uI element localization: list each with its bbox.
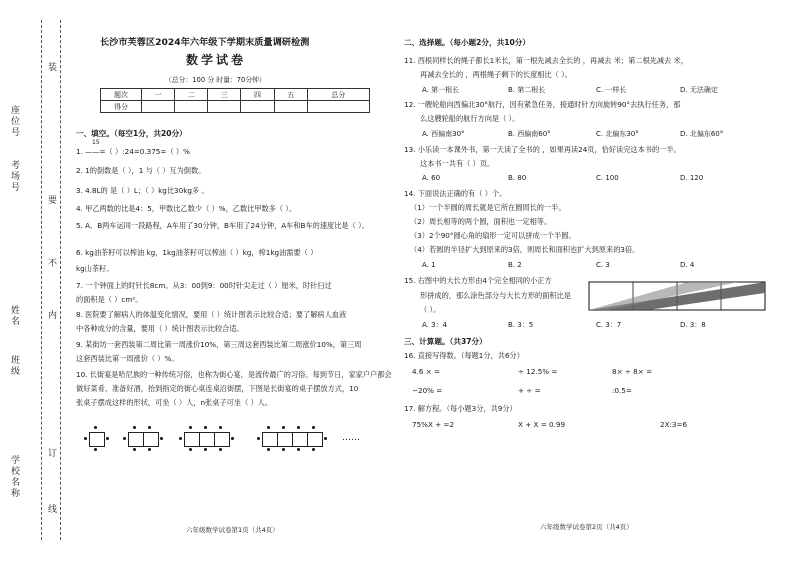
q2: 2. 1的倒数是（ ），1 与（ ）互为倒数。 [76, 166, 206, 175]
table-1 [89, 432, 105, 447]
part3-heading: 三、计算题。（共37分） [404, 337, 487, 346]
score-table [100, 88, 370, 113]
score-header-cell: 四 [241, 89, 274, 101]
q14-option-d[interactable]: D. 4 [680, 261, 695, 269]
score-cell[interactable] [274, 101, 307, 113]
score-header-cell: 二 [175, 89, 208, 101]
fold-line [41, 20, 42, 540]
q7: 7. 一个钟面上的时针长8cm。从3：00到9：00时针尖走过（ ）厘米，时针扫过 [76, 281, 332, 290]
score-cell[interactable] [307, 101, 369, 113]
equation-1: 75%X + =2 [412, 420, 455, 429]
q11-option-c[interactable]: C. 一样长 [596, 86, 627, 94]
part2-heading: 二、选择题。（每小题2分，共10分） [404, 38, 530, 47]
q17: 17. 解方程。（每小题3分，共9分） [404, 404, 517, 413]
q12-option-a[interactable]: A. 西偏南30° [422, 130, 465, 138]
q14-option-c[interactable]: C. 3 [596, 261, 610, 269]
score-header-cell: 一 [142, 89, 175, 101]
score-cell[interactable] [241, 101, 274, 113]
q15-cont: 形拼成的，那么涂色部分与大长方形的面积比是 [420, 291, 571, 300]
table-3a [184, 432, 200, 447]
q13: 13. 小乐读一本课外书，第一天读了全书的 ，如果再读24页，恰好读完这本书的一半。 [404, 145, 681, 154]
score-header-cell: 题次 [101, 89, 142, 101]
q14-statement-2: （2）周长相等的两个圆，面积也一定相等。 [410, 217, 552, 226]
part1-heading: 一、填空。（每空1分，共20分） [76, 129, 187, 138]
table-3c [214, 432, 230, 447]
equation-2: X + X = 0.99 [518, 420, 566, 429]
calc-5: + ÷ = [518, 386, 541, 395]
exam-subtitle: 数学试卷 [186, 53, 247, 67]
exam-title: 长沙市芙蓉区2024年六年级下学期末质量调研检测 [100, 37, 310, 48]
q15-option-a[interactable]: A. 3：4 [422, 321, 448, 329]
q10-cont: 做好菜肴、准备好酒，抬到指定的街心桌连桌沿街摆，下图是长街宴的桌子摆放方式，10 [76, 384, 359, 393]
margin-exam-room-label: 考场号 [9, 160, 19, 193]
figure-ellipsis: …… [342, 433, 360, 443]
q10-cont-2: 张桌子摆成这样的形状，可坐（ ）人，n张桌子可坐（ ）人。 [76, 398, 273, 407]
q12-option-c[interactable]: C. 北偏东30° [596, 130, 639, 138]
q9-cont: 这套西装比第一周涨价（ ）%。 [76, 354, 179, 363]
table-2b [143, 432, 159, 447]
q14: 14. 下面说法正确的有（ ）个。 [404, 189, 507, 198]
q3: 3. 4.8L的 是（ ）L；（ ）kg比30kg多 。 [76, 186, 209, 195]
score-cell[interactable] [142, 101, 175, 113]
calc-4: −20% = [412, 386, 443, 395]
q14-statement-3: （3）2个90°圆心角的扇形一定可以拼成一个半圆。 [410, 231, 576, 240]
table-4c [292, 432, 308, 447]
table-3b [199, 432, 215, 447]
footer-left: 六年级数学试卷第1页（共4页） [186, 526, 279, 534]
score-header-cell: 五 [274, 89, 307, 101]
margin-name-label: 姓名 [9, 305, 19, 327]
q15-cont-2: （ ）。 [420, 305, 441, 314]
q6: 6. kg油茶籽可以榨油 kg，1kg油茶籽可以榨油（ ）kg，榨1kg油需要（ ） [76, 248, 318, 257]
q1: 1. ——=（ ）:24=0.375=（ ）% [76, 147, 190, 156]
q15-option-c[interactable]: C. 3：7 [596, 321, 622, 329]
q7-cont: 的面积是（ ）cm²。 [76, 295, 143, 304]
calc-3: 8× ÷ 8× = [612, 367, 653, 376]
q11-option-a[interactable]: A. 第一根长 [422, 86, 460, 94]
q8-cont: 中各种成分的含量，要用（ ）统计图表示比较合适。 [76, 324, 244, 333]
q14-statement-4: （4）若圆的半径扩大到原来的3倍，则周长和面积也扩大到原来的3倍。 [410, 245, 640, 254]
score-header-cell: 三 [208, 89, 241, 101]
q5: 5. A、B两车运同一段路程，A车用了30分钟，B车用了24分钟，A车和B车的速度比是（ ）。 [76, 221, 369, 230]
exam-meta: （总分：100 分 时量：70分钟） [165, 76, 266, 84]
q12: 12. 一艘轮船向西偏北30°航行，因有紧急任务，接通时针方向旋转90°去执行任务，那 [404, 100, 681, 109]
q12-cont: 么这艘轮船的航行方向是（ ）。 [420, 114, 520, 123]
q14-statement-1: （1）一个半圆的周长就是它所在圆周长的一半。 [410, 203, 566, 212]
footer-right: 六年级数学试卷第2页（共4页） [540, 523, 633, 531]
q6-cont: kg山茶籽。 [76, 264, 114, 273]
q4: 4. 甲乙两数的比是4：5，甲数比乙数少（ ）%，乙数比甲数多（ ）。 [76, 204, 297, 213]
q14-option-b[interactable]: B. 2 [508, 261, 522, 269]
q11: 11. 西根同样长的绳子都长1米长，第一根先减去全长的 ，再减去 米；第二根先减去 米， [404, 56, 688, 65]
q15-option-b[interactable]: B. 3：5 [508, 321, 534, 329]
q11-cont: 再减去全长的 ，两根绳子剩下的长度相比（ ）。 [420, 70, 572, 79]
q16: 16. 直接写得数。（每题1分，共6分） [404, 351, 524, 360]
q13-option-a[interactable]: A. 60 [422, 174, 441, 182]
calc-6: :0.5= [612, 386, 632, 395]
score-row-label: 得分 [101, 101, 142, 113]
equation-3: 2X:3=6 [660, 420, 688, 429]
margin-fold-word-2: 订 [46, 448, 56, 459]
fold-line-inner [60, 20, 61, 540]
score-cell[interactable] [208, 101, 241, 113]
q11-option-d[interactable]: D. 无法确定 [680, 86, 718, 94]
q8: 8. 医院要了解病人的体温变化情况，要用（ ）统计图表示比较合适；要了解病人血液 [76, 310, 347, 319]
table-4d [307, 432, 323, 447]
q13-option-b[interactable]: B. 80 [508, 174, 527, 182]
q9: 9. 某街坊一套西装第二周比第一周涨价10%，第三周这套西装比第二周涨价10%，第三周 [76, 340, 362, 349]
margin-fold-word-4: 内 [46, 310, 56, 321]
q13-option-c[interactable]: C. 100 [596, 174, 619, 182]
margin-seat-label: 座位号 [9, 105, 19, 138]
margin-school-label: 学校名称 [9, 455, 19, 499]
table-4a [262, 432, 278, 447]
q13-cont: 这本书一共有（ ）页。 [420, 159, 495, 168]
q14-option-a[interactable]: A. 1 [422, 261, 436, 269]
q15-option-d[interactable]: D. 3：8 [680, 321, 706, 329]
margin-fold-word-3: 线 [46, 504, 56, 515]
calc-1: 4.6 × = [412, 367, 441, 376]
margin-fold-word-6: 要 [46, 195, 56, 206]
q11-option-b[interactable]: B. 第二根长 [508, 86, 546, 94]
calc-2: ÷ 12.5% = [518, 367, 558, 376]
margin-fold-word-1: 装 [46, 62, 56, 73]
score-header-cell: 总分 [307, 89, 369, 101]
margin-class-label: 班级 [9, 355, 19, 377]
q1-fraction-numerator: 15 [92, 139, 100, 146]
q13-option-d[interactable]: D. 120 [680, 174, 704, 182]
q15-rectangle-figure [588, 281, 768, 311]
table-4b [277, 432, 293, 447]
score-cell[interactable] [175, 101, 208, 113]
q12-option-b[interactable]: B. 西偏南60° [508, 130, 551, 138]
q15: 15. 右图中的大长方形由4个完全相同的小正方 [404, 276, 552, 285]
q12-option-d[interactable]: D. 北偏东60° [680, 130, 724, 138]
table-2a [128, 432, 144, 447]
q10: 10. 长街宴是哈尼族的一种传统习俗，也称为街心宴，是流传最广的习俗。每到节日，家家户户都会 [76, 370, 392, 379]
margin-fold-word-5: 不 [46, 258, 56, 269]
